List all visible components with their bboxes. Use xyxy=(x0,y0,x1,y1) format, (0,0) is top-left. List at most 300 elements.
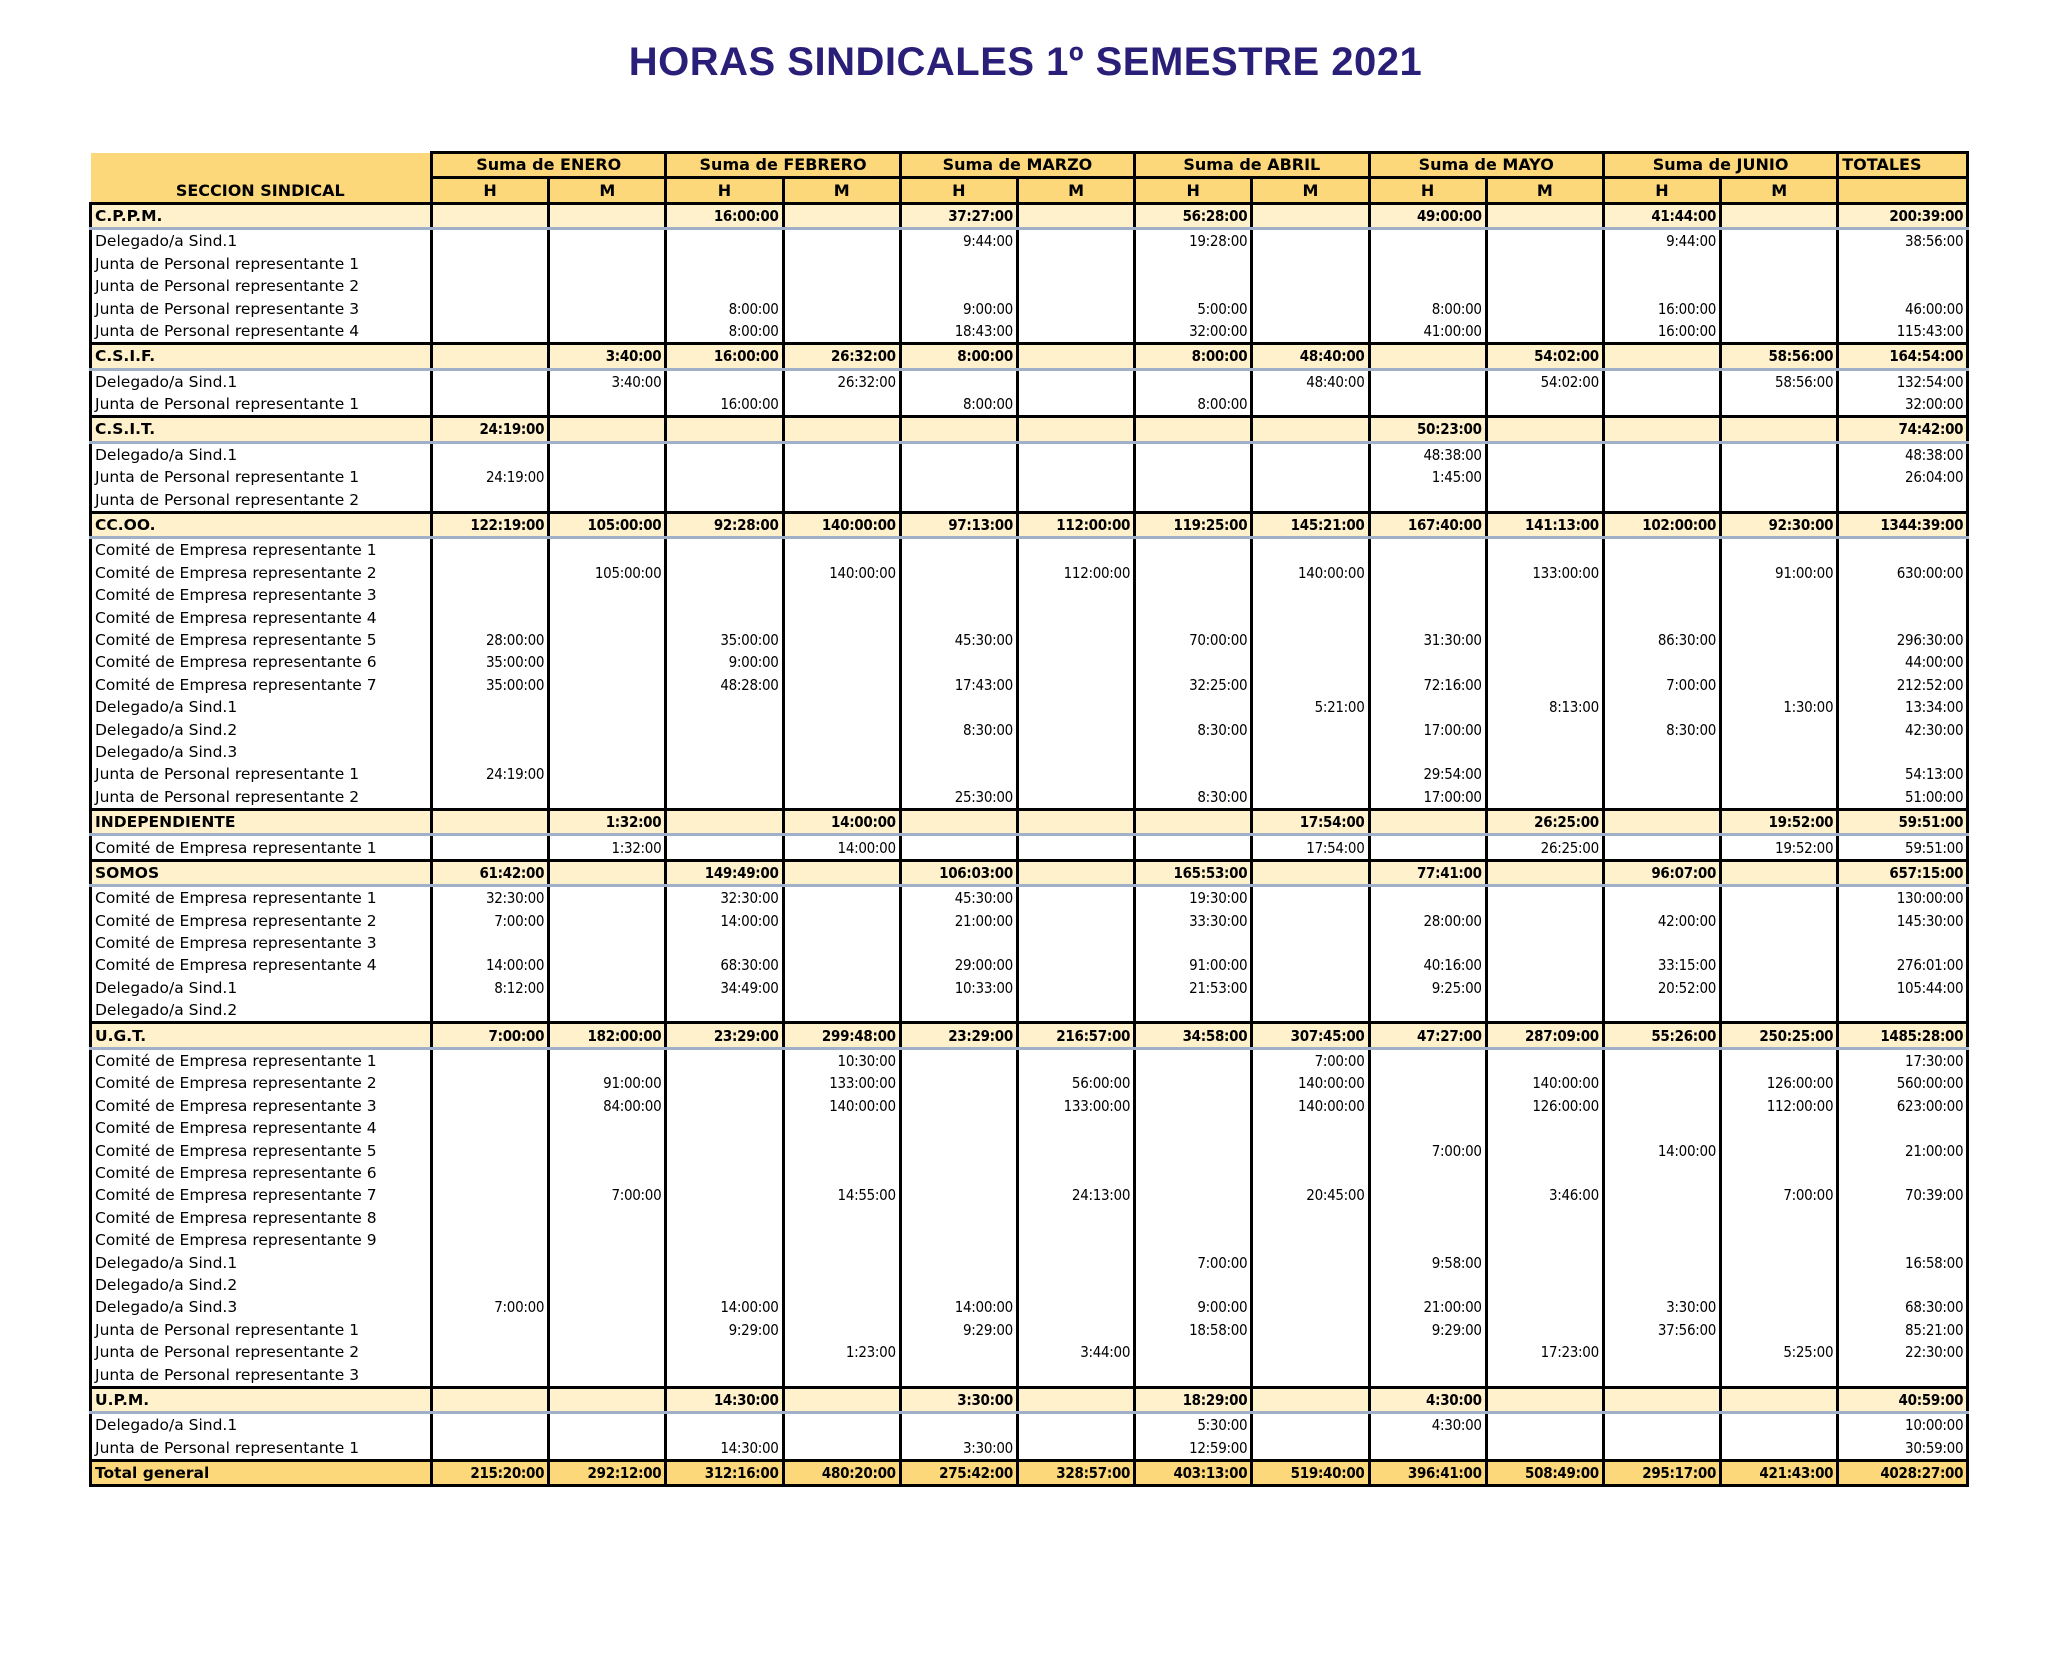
total-cell xyxy=(1838,999,1968,1023)
hours-m-cell xyxy=(1252,741,1369,763)
total-general-row xyxy=(91,1460,1968,1485)
hours-h-cell: 48:28:00 xyxy=(666,674,783,696)
hours-h-cell: 102:00:00 xyxy=(1603,512,1720,537)
hours-h-cell xyxy=(666,442,783,466)
row-label: Delegado/a Sind.1 xyxy=(91,977,432,999)
hours-m-cell xyxy=(1486,954,1603,976)
hours-h-cell xyxy=(1603,466,1720,488)
hours-h-cell: 295:17:00 xyxy=(1603,1460,1720,1485)
hours-h-cell xyxy=(1603,562,1720,584)
hours-h-cell xyxy=(900,1363,1017,1387)
hours-h-cell xyxy=(1369,1184,1486,1206)
row-label: Delegado/a Sind.1 xyxy=(91,229,432,253)
total-cell: 105:44:00 xyxy=(1838,977,1968,999)
total-cell xyxy=(1838,1274,1968,1296)
hours-m-cell xyxy=(1252,1117,1369,1139)
header-m: M xyxy=(1017,178,1134,203)
table-row xyxy=(91,910,1968,932)
hours-m-cell xyxy=(1252,442,1369,466)
hours-h-cell: 14:30:00 xyxy=(666,1387,783,1412)
hours-m-cell xyxy=(1017,1413,1134,1437)
hours-h-cell: 34:58:00 xyxy=(1135,1023,1252,1048)
hours-m-cell xyxy=(549,538,666,562)
hours-m-cell xyxy=(549,1319,666,1341)
hours-m-cell xyxy=(549,1117,666,1139)
hours-m-cell: 421:43:00 xyxy=(1721,1460,1838,1485)
hours-m-cell xyxy=(1486,1048,1603,1072)
hours-m-cell xyxy=(1252,1162,1369,1184)
hours-m-cell xyxy=(1252,538,1369,562)
hours-m-cell xyxy=(1252,1296,1369,1318)
header-month: Suma de MAYO xyxy=(1369,153,1603,178)
hours-m-cell xyxy=(1017,1363,1134,1387)
hours-h-cell: 215:20:00 xyxy=(432,1460,549,1485)
hours-h-cell xyxy=(666,786,783,810)
row-label: Junta de Personal representante 1 xyxy=(91,1319,432,1341)
hours-h-cell xyxy=(666,809,783,834)
hours-m-cell xyxy=(1486,1139,1603,1161)
hours-m-cell xyxy=(783,320,900,344)
hours-m-cell xyxy=(1486,674,1603,696)
total-cell: 54:13:00 xyxy=(1838,763,1968,785)
hours-h-cell: 396:41:00 xyxy=(1369,1460,1486,1485)
hours-m-cell xyxy=(1017,1387,1134,1412)
hours-m-cell xyxy=(1017,1274,1134,1296)
hours-h-cell xyxy=(900,1413,1017,1437)
hours-h-cell xyxy=(1369,1048,1486,1072)
hours-h-cell xyxy=(1369,1436,1486,1460)
hours-m-cell xyxy=(1721,229,1838,253)
row-label: Comité de Empresa representante 2 xyxy=(91,562,432,584)
hours-h-cell xyxy=(666,1072,783,1094)
hours-m-cell xyxy=(1721,275,1838,297)
hours-h-cell xyxy=(1369,1117,1486,1139)
hours-m-cell xyxy=(1252,393,1369,417)
hours-m-cell xyxy=(783,696,900,718)
table-row xyxy=(91,1184,1968,1206)
hours-m-cell xyxy=(1721,203,1838,228)
hours-m-cell xyxy=(783,1229,900,1251)
hours-m-cell xyxy=(549,954,666,976)
hours-h-cell xyxy=(432,1387,549,1412)
hours-m-cell xyxy=(783,886,900,910)
hours-h-cell xyxy=(432,584,549,606)
hours-h-cell: 8:30:00 xyxy=(1135,718,1252,740)
hours-h-cell xyxy=(1135,1184,1252,1206)
hours-m-cell xyxy=(1486,203,1603,228)
hours-m-cell xyxy=(783,1413,900,1437)
hours-h-cell xyxy=(1135,651,1252,673)
hours-h-cell: 91:00:00 xyxy=(1135,954,1252,976)
total-cell: 16:58:00 xyxy=(1838,1251,1968,1273)
hours-m-cell: 112:00:00 xyxy=(1017,512,1134,537)
table-row xyxy=(91,253,1968,275)
hours-h-cell xyxy=(666,584,783,606)
table-row xyxy=(91,488,1968,512)
table-row xyxy=(91,999,1968,1023)
row-label: Comité de Empresa representante 7 xyxy=(91,674,432,696)
hours-h-cell: 8:00:00 xyxy=(1369,297,1486,319)
hours-h-cell xyxy=(1603,1387,1720,1412)
hours-h-cell xyxy=(900,1229,1017,1251)
hours-h-cell xyxy=(1135,932,1252,954)
hours-h-cell xyxy=(1369,1207,1486,1229)
hours-h-cell xyxy=(1369,584,1486,606)
hours-h-cell xyxy=(1369,606,1486,628)
hours-h-cell: 48:38:00 xyxy=(1369,442,1486,466)
hours-m-cell xyxy=(1017,1319,1134,1341)
group-row xyxy=(91,1387,1968,1412)
hours-m-cell: 7:00:00 xyxy=(1252,1048,1369,1072)
hours-m-cell xyxy=(1017,297,1134,319)
hours-h-cell: 16:00:00 xyxy=(666,344,783,369)
hours-m-cell xyxy=(549,651,666,673)
hours-m-cell xyxy=(783,1117,900,1139)
hours-m-cell xyxy=(1252,977,1369,999)
hours-m-cell xyxy=(549,1387,666,1412)
header-h: H xyxy=(1369,178,1486,203)
hours-m-cell xyxy=(1721,466,1838,488)
hours-h-cell xyxy=(1603,538,1720,562)
hours-h-cell: 21:00:00 xyxy=(900,910,1017,932)
hours-h-cell: 18:58:00 xyxy=(1135,1319,1252,1341)
hours-m-cell xyxy=(549,253,666,275)
row-label: Delegado/a Sind.2 xyxy=(91,718,432,740)
hours-h-cell: 29:54:00 xyxy=(1369,763,1486,785)
row-label: Comité de Empresa representante 3 xyxy=(91,584,432,606)
hours-h-cell xyxy=(1603,1184,1720,1206)
hours-m-cell: 3:40:00 xyxy=(549,369,666,393)
hours-m-cell: 112:00:00 xyxy=(1721,1095,1838,1117)
hours-h-cell xyxy=(1135,1117,1252,1139)
row-label: Delegado/a Sind.1 xyxy=(91,1413,432,1437)
hours-m-cell xyxy=(549,1207,666,1229)
hours-m-cell xyxy=(783,1162,900,1184)
hours-m-cell xyxy=(1252,1319,1369,1341)
hours-h-cell: 8:00:00 xyxy=(900,344,1017,369)
hours-m-cell: 26:32:00 xyxy=(783,369,900,393)
hours-h-cell: 21:53:00 xyxy=(1135,977,1252,999)
total-cell xyxy=(1838,253,1968,275)
hours-h-cell xyxy=(1603,696,1720,718)
hours-h-cell: 4:30:00 xyxy=(1369,1413,1486,1437)
table-row xyxy=(91,835,1968,860)
hours-m-cell xyxy=(549,229,666,253)
hours-m-cell xyxy=(1252,651,1369,673)
hours-h-cell: 68:30:00 xyxy=(666,954,783,976)
hours-m-cell xyxy=(783,1274,900,1296)
hours-h-cell xyxy=(432,275,549,297)
hours-h-cell xyxy=(432,1413,549,1437)
header-h: H xyxy=(900,178,1017,203)
hours-m-cell: 508:49:00 xyxy=(1486,1460,1603,1485)
table-row xyxy=(91,1072,1968,1094)
hours-h-cell xyxy=(1135,417,1252,442)
header-month: Suma de FEBRERO xyxy=(666,153,900,178)
hours-h-cell xyxy=(900,932,1017,954)
hours-m-cell: 17:54:00 xyxy=(1252,809,1369,834)
hours-m-cell: 92:30:00 xyxy=(1721,512,1838,537)
hours-m-cell: 48:40:00 xyxy=(1252,344,1369,369)
hours-m-cell xyxy=(549,629,666,651)
hours-h-cell: 45:30:00 xyxy=(900,886,1017,910)
total-cell: 1344:39:00 xyxy=(1838,512,1968,537)
hours-m-cell xyxy=(783,393,900,417)
hours-m-cell xyxy=(1017,229,1134,253)
hours-m-cell: 1:30:00 xyxy=(1721,696,1838,718)
row-label: Comité de Empresa representante 4 xyxy=(91,954,432,976)
hours-h-cell: 17:00:00 xyxy=(1369,718,1486,740)
hours-h-cell xyxy=(432,1229,549,1251)
hours-h-cell: 24:19:00 xyxy=(432,417,549,442)
hours-h-cell: 18:43:00 xyxy=(900,320,1017,344)
hours-h-cell xyxy=(432,1162,549,1184)
hours-m-cell xyxy=(1721,860,1838,885)
page-title: HORAS SINDICALES 1º SEMESTRE 2021 xyxy=(628,40,1423,84)
hours-h-cell: 8:30:00 xyxy=(1603,718,1720,740)
hours-m-cell: 54:02:00 xyxy=(1486,344,1603,369)
total-cell: 44:00:00 xyxy=(1838,651,1968,673)
hours-m-cell xyxy=(1252,203,1369,228)
hours-m-cell xyxy=(1252,1341,1369,1363)
hours-m-cell: 126:00:00 xyxy=(1721,1072,1838,1094)
hours-h-cell xyxy=(1135,275,1252,297)
hours-h-cell: 7:00:00 xyxy=(1603,674,1720,696)
hours-m-cell xyxy=(1252,1387,1369,1412)
hours-m-cell xyxy=(1252,466,1369,488)
hours-h-cell xyxy=(432,1341,549,1363)
row-label: Junta de Personal representante 3 xyxy=(91,297,432,319)
hours-m-cell: 519:40:00 xyxy=(1252,1460,1369,1485)
hours-m-cell xyxy=(1721,417,1838,442)
hours-h-cell xyxy=(900,741,1017,763)
hours-m-cell: 140:00:00 xyxy=(1252,562,1369,584)
hours-m-cell: 26:25:00 xyxy=(1486,809,1603,834)
hours-h-cell xyxy=(1369,1162,1486,1184)
hours-m-cell: 126:00:00 xyxy=(1486,1095,1603,1117)
hours-m-cell xyxy=(1252,954,1369,976)
hours-h-cell xyxy=(1369,651,1486,673)
hours-m-cell xyxy=(1017,1207,1134,1229)
hours-h-cell xyxy=(666,606,783,628)
hours-m-cell: 299:48:00 xyxy=(783,1023,900,1048)
hours-h-cell xyxy=(1369,369,1486,393)
hours-m-cell xyxy=(1721,1436,1838,1460)
header-month: Suma de ENERO xyxy=(432,153,666,178)
hours-m-cell: 182:00:00 xyxy=(549,1023,666,1048)
hours-h-cell xyxy=(666,538,783,562)
hours-h-cell: 9:44:00 xyxy=(900,229,1017,253)
hours-h-cell xyxy=(666,488,783,512)
hours-h-cell xyxy=(666,1229,783,1251)
hours-m-cell xyxy=(1486,1274,1603,1296)
hours-h-cell xyxy=(900,584,1017,606)
hours-h-cell: 92:28:00 xyxy=(666,512,783,537)
hours-h-cell: 55:26:00 xyxy=(1603,1023,1720,1048)
hours-h-cell: 61:42:00 xyxy=(432,860,549,885)
row-label: SOMOS xyxy=(91,860,432,885)
table-row xyxy=(91,718,1968,740)
row-label: Junta de Personal representante 1 xyxy=(91,466,432,488)
hours-m-cell xyxy=(1017,466,1134,488)
row-label: Junta de Personal representante 1 xyxy=(91,253,432,275)
hours-m-cell: 84:00:00 xyxy=(549,1095,666,1117)
hours-m-cell xyxy=(1486,466,1603,488)
hours-m-cell xyxy=(1017,741,1134,763)
hours-m-cell: 140:00:00 xyxy=(783,512,900,537)
hours-h-cell: 1:45:00 xyxy=(1369,466,1486,488)
hours-h-cell xyxy=(666,999,783,1023)
hours-m-cell xyxy=(1017,860,1134,885)
hours-m-cell xyxy=(549,1274,666,1296)
total-cell: 657:15:00 xyxy=(1838,860,1968,885)
hours-h-cell xyxy=(1369,886,1486,910)
hours-h-cell: 7:00:00 xyxy=(432,1296,549,1318)
hours-m-cell xyxy=(549,1139,666,1161)
hours-m-cell xyxy=(1486,584,1603,606)
hours-m-cell xyxy=(549,393,666,417)
hours-h-cell xyxy=(432,1072,549,1094)
hours-m-cell xyxy=(783,488,900,512)
hours-h-cell: 16:00:00 xyxy=(666,393,783,417)
hours-h-cell xyxy=(1603,932,1720,954)
table-row xyxy=(91,369,1968,393)
hours-m-cell xyxy=(1721,651,1838,673)
hours-m-cell xyxy=(1721,1413,1838,1437)
hours-h-cell xyxy=(900,562,1017,584)
hours-h-cell xyxy=(1603,584,1720,606)
hours-m-cell xyxy=(1252,999,1369,1023)
hours-m-cell xyxy=(1017,417,1134,442)
hours-h-cell xyxy=(432,1363,549,1387)
hours-m-cell xyxy=(783,1139,900,1161)
hours-m-cell xyxy=(1252,1436,1369,1460)
hours-m-cell xyxy=(1017,1117,1134,1139)
hours-m-cell: 58:56:00 xyxy=(1721,369,1838,393)
hours-m-cell xyxy=(783,786,900,810)
total-cell: 38:56:00 xyxy=(1838,229,1968,253)
hours-h-cell xyxy=(1603,488,1720,512)
total-cell: 32:00:00 xyxy=(1838,393,1968,417)
hours-m-cell: 112:00:00 xyxy=(1017,562,1134,584)
hours-h-cell xyxy=(1603,786,1720,810)
row-label: Comité de Empresa representante 4 xyxy=(91,606,432,628)
hours-m-cell: 140:00:00 xyxy=(1486,1072,1603,1094)
hours-h-cell xyxy=(432,253,549,275)
hours-h-cell: 275:42:00 xyxy=(900,1460,1017,1485)
hours-m-cell: 17:23:00 xyxy=(1486,1341,1603,1363)
hours-m-cell: 17:54:00 xyxy=(1252,835,1369,860)
total-cell: 59:51:00 xyxy=(1838,809,1968,834)
total-cell xyxy=(1838,606,1968,628)
row-label: Delegado/a Sind.2 xyxy=(91,999,432,1023)
total-cell: 17:30:00 xyxy=(1838,1048,1968,1072)
hours-h-cell xyxy=(432,999,549,1023)
hours-h-cell xyxy=(432,203,549,228)
table-body xyxy=(91,203,1968,1485)
table-row xyxy=(91,954,1968,976)
hours-m-cell xyxy=(549,1413,666,1437)
hours-m-cell: 14:55:00 xyxy=(783,1184,900,1206)
hours-m-cell xyxy=(1252,320,1369,344)
total-cell: 132:54:00 xyxy=(1838,369,1968,393)
hours-h-cell: 7:00:00 xyxy=(432,1023,549,1048)
hours-h-cell xyxy=(900,835,1017,860)
hours-m-cell xyxy=(783,417,900,442)
hours-m-cell: 141:13:00 xyxy=(1486,512,1603,537)
row-label: Delegado/a Sind.1 xyxy=(91,696,432,718)
hours-m-cell xyxy=(1252,584,1369,606)
row-label: Comité de Empresa representante 6 xyxy=(91,1162,432,1184)
hours-h-cell: 10:33:00 xyxy=(900,977,1017,999)
hours-m-cell xyxy=(783,229,900,253)
hours-m-cell xyxy=(1486,999,1603,1023)
table-row xyxy=(91,562,1968,584)
total-cell: 21:00:00 xyxy=(1838,1139,1968,1161)
hours-h-cell xyxy=(666,417,783,442)
hours-m-cell: 54:02:00 xyxy=(1486,369,1603,393)
header-seccion-sindical: SECCION SINDICAL xyxy=(91,153,432,204)
table-row xyxy=(91,786,1968,810)
hours-m-cell xyxy=(1486,860,1603,885)
hours-m-cell xyxy=(783,1363,900,1387)
hours-h-cell xyxy=(900,466,1017,488)
hours-m-cell xyxy=(549,718,666,740)
hours-m-cell: 1:23:00 xyxy=(783,1341,900,1363)
hours-m-cell xyxy=(1017,999,1134,1023)
hours-h-cell xyxy=(1603,1207,1720,1229)
hours-h-cell xyxy=(1369,835,1486,860)
hours-h-cell: 33:30:00 xyxy=(1135,910,1252,932)
hours-m-cell xyxy=(783,538,900,562)
hours-h-cell: 3:30:00 xyxy=(900,1436,1017,1460)
hours-h-cell: 49:00:00 xyxy=(1369,203,1486,228)
hours-m-cell xyxy=(783,442,900,466)
hours-m-cell xyxy=(1017,1296,1134,1318)
hours-h-cell xyxy=(1603,417,1720,442)
hours-h-cell xyxy=(1603,999,1720,1023)
hours-h-cell xyxy=(432,538,549,562)
hours-m-cell xyxy=(1486,763,1603,785)
hours-m-cell xyxy=(1017,369,1134,393)
hours-m-cell xyxy=(549,860,666,885)
hours-h-cell xyxy=(666,1251,783,1273)
hours-h-cell: 19:30:00 xyxy=(1135,886,1252,910)
total-cell: 130:00:00 xyxy=(1838,886,1968,910)
hours-m-cell xyxy=(783,275,900,297)
total-cell: 145:30:00 xyxy=(1838,910,1968,932)
hours-h-cell: 5:30:00 xyxy=(1135,1413,1252,1437)
hours-h-cell xyxy=(1603,651,1720,673)
hours-m-cell xyxy=(1721,584,1838,606)
total-cell: 560:00:00 xyxy=(1838,1072,1968,1094)
hours-h-cell xyxy=(1135,1139,1252,1161)
hours-h-cell xyxy=(900,809,1017,834)
table-row xyxy=(91,763,1968,785)
hours-m-cell xyxy=(783,466,900,488)
total-cell: 46:00:00 xyxy=(1838,297,1968,319)
hours-h-cell xyxy=(666,763,783,785)
hours-h-cell xyxy=(1369,1229,1486,1251)
group-row xyxy=(91,512,1968,537)
hours-h-cell xyxy=(666,1048,783,1072)
table-row xyxy=(91,1048,1968,1072)
hours-m-cell: 10:30:00 xyxy=(783,1048,900,1072)
hours-h-cell xyxy=(900,538,1017,562)
hours-h-cell: 29:00:00 xyxy=(900,954,1017,976)
hours-m-cell xyxy=(1252,1229,1369,1251)
hours-h-cell: 77:41:00 xyxy=(1369,860,1486,885)
